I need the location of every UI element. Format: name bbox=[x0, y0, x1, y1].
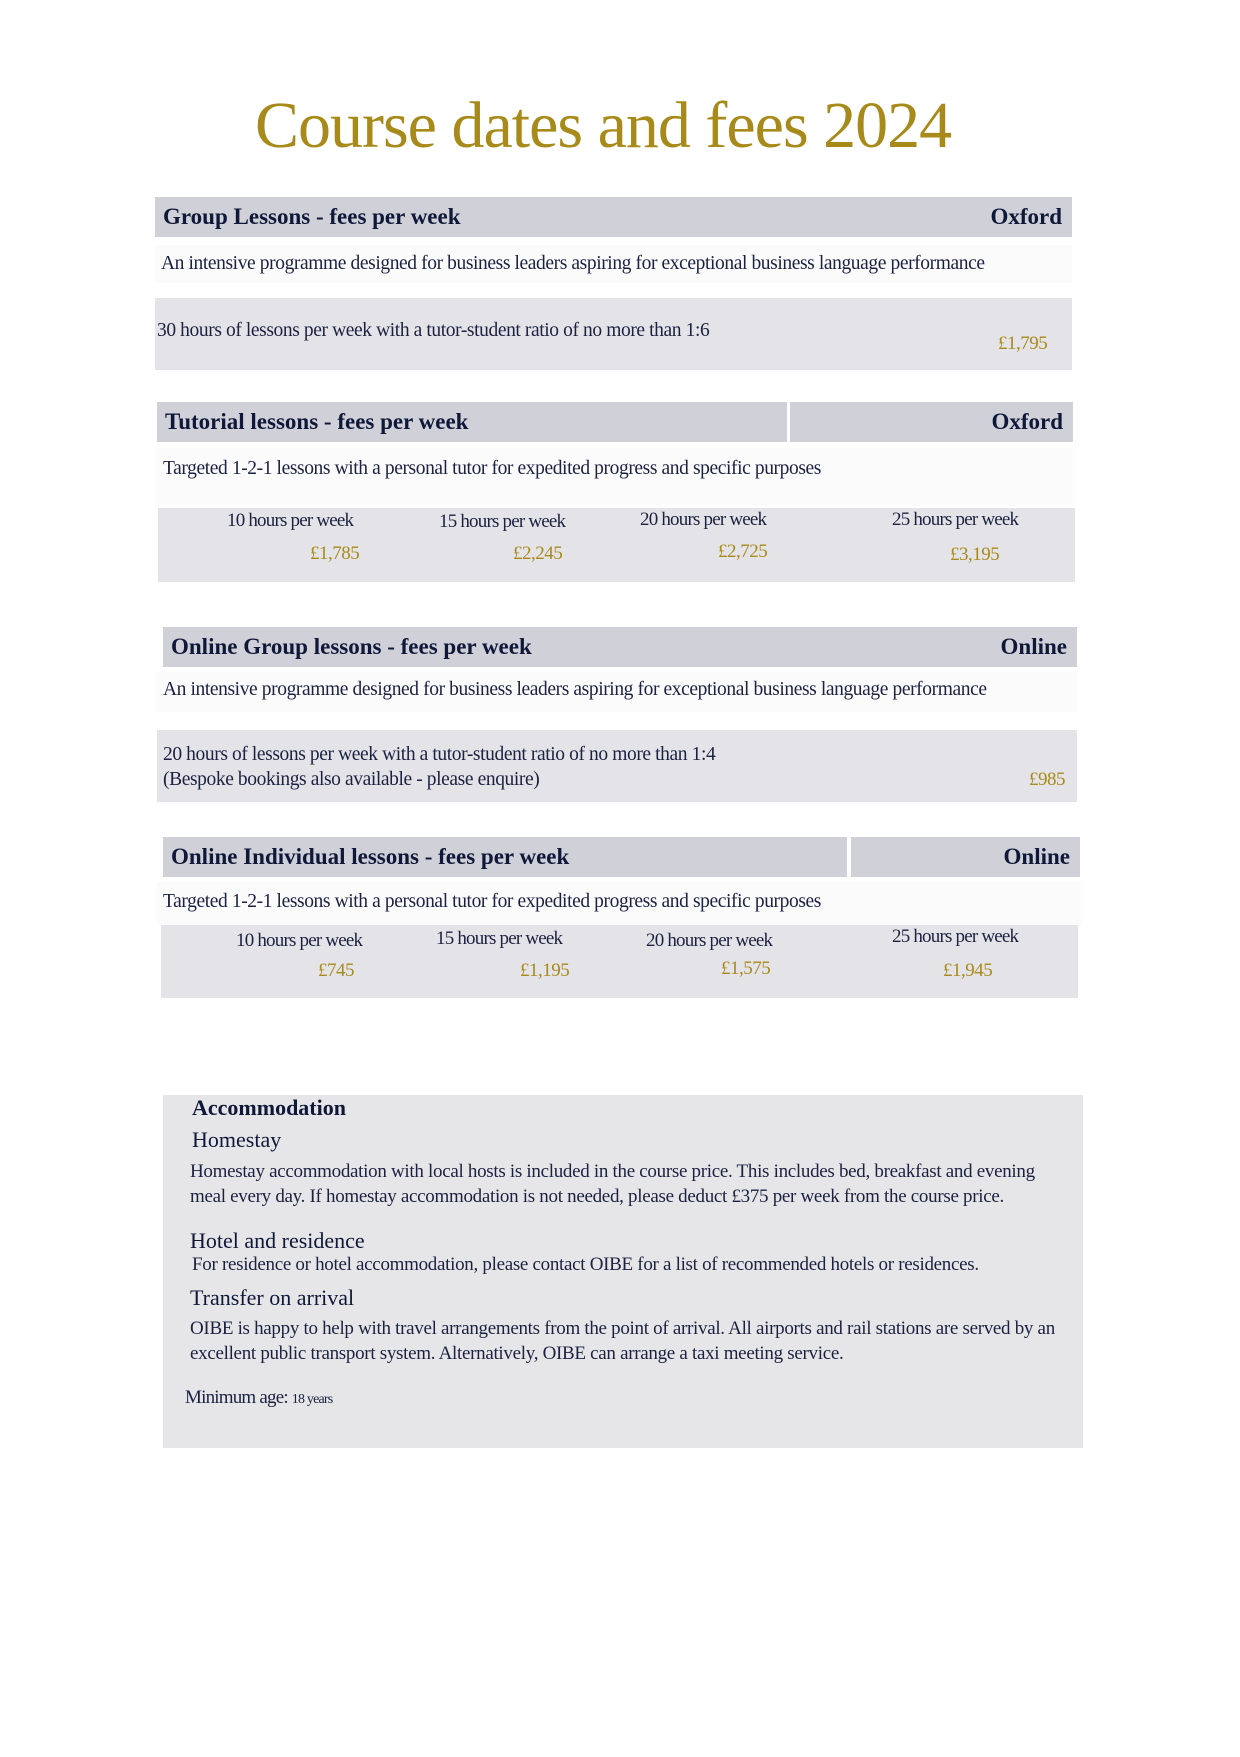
group-lessons-price: £1,795 bbox=[998, 333, 1048, 354]
online-individual-description: Targeted 1-2-1 lessons with a personal tutor for expedited progress and specific purposes bbox=[157, 882, 1081, 924]
online-individual-option-hours: 25 hours per week bbox=[892, 926, 1019, 947]
minimum-age-value: 18 years bbox=[291, 1392, 333, 1407]
minimum-age-label: Minimum age: bbox=[185, 1387, 288, 1408]
group-lessons-location: Oxford bbox=[990, 204, 1062, 229]
online-group-header bbox=[163, 627, 1077, 667]
minimum-age bbox=[185, 1385, 332, 1412]
homestay-heading: Homestay bbox=[192, 1127, 282, 1152]
online-individual-option-price: £745 bbox=[318, 960, 354, 981]
online-individual-header bbox=[163, 837, 847, 877]
online-individual-location-cell bbox=[851, 837, 1080, 877]
online-group-price: £985 bbox=[1029, 769, 1065, 790]
online-individual-heading: Online Individual lessons - fees per week bbox=[171, 844, 570, 869]
group-lessons-description: An intensive programme designed for business leaders aspiring for exceptional business language performance bbox=[155, 245, 1072, 283]
online-individual-option-hours: 15 hours per week bbox=[436, 928, 563, 949]
group-lessons-detail: 30 hours of lessons per week with a tutor-student ratio of no more than 1:6 bbox=[157, 320, 710, 341]
online-individual-option-price: £1,195 bbox=[520, 960, 570, 981]
online-group-location: Online bbox=[1000, 634, 1067, 659]
tutorial-lessons-heading: Tutorial lessons - fees per week bbox=[165, 409, 469, 434]
tutorial-lessons-location-cell bbox=[790, 402, 1073, 442]
tutorial-lessons-description: Targeted 1-2-1 lessons with a personal tutor for expedited progress and specific purposes bbox=[157, 448, 1073, 506]
online-individual-option-hours: 20 hours per week bbox=[646, 930, 773, 951]
page-title: Course dates and fees 2024 bbox=[255, 89, 952, 162]
online-group-price-band bbox=[157, 730, 1077, 802]
homestay-text-line: Homestay accommodation with local hosts is included in the course price. This includes bed, breakfast and evening bbox=[190, 1161, 1035, 1182]
online-group-note: (Bespoke bookings also available - please enquire) bbox=[163, 769, 540, 790]
online-group-detail: 20 hours of lessons per week with a tutor-student ratio of no more than 1:4 bbox=[163, 744, 716, 765]
tutorial-option-price: £1,785 bbox=[310, 543, 360, 564]
hotel-text: For residence or hotel accommodation, please contact OIBE for a list of recommended hotels or residences. bbox=[192, 1254, 979, 1275]
transfer-text-line: excellent public transport system. Alternatively, OIBE can arrange a taxi meeting service. bbox=[190, 1343, 844, 1364]
transfer-heading: Transfer on arrival bbox=[190, 1285, 355, 1310]
hotel-heading: Hotel and residence bbox=[190, 1228, 365, 1253]
tutorial-option-hours: 25 hours per week bbox=[892, 509, 1019, 530]
online-individual-option-price: £1,945 bbox=[943, 960, 993, 981]
online-individual-option-price: £1,575 bbox=[721, 958, 771, 979]
online-individual-option-hours: 10 hours per week bbox=[236, 930, 363, 951]
group-lessons-header bbox=[155, 197, 1072, 237]
online-individual-location: Online bbox=[1003, 844, 1070, 869]
online-group-description: An intensive programme designed for business leaders aspiring for exceptional business language performance bbox=[157, 672, 1077, 712]
tutorial-option-hours: 20 hours per week bbox=[640, 509, 767, 530]
homestay-text bbox=[190, 1159, 1080, 1209]
accommodation-panel bbox=[163, 1095, 1083, 1448]
tutorial-lessons-location: Oxford bbox=[991, 409, 1063, 434]
homestay-text-line: meal every day. If homestay accommodation is not needed, please deduct £375 per week from the course price. bbox=[190, 1186, 1004, 1207]
group-lessons-heading: Group Lessons - fees per week bbox=[163, 204, 461, 229]
tutorial-option-price: £3,195 bbox=[950, 544, 1000, 565]
tutorial-option-hours: 15 hours per week bbox=[439, 511, 566, 532]
tutorial-option-price: £2,725 bbox=[718, 541, 768, 562]
online-group-heading: Online Group lessons - fees per week bbox=[171, 634, 532, 659]
transfer-text-line: OIBE is happy to help with travel arrangements from the point of arrival. All airports and rail stations are served by an bbox=[190, 1318, 1055, 1339]
accommodation-heading: Accommodation bbox=[192, 1095, 346, 1120]
transfer-text bbox=[190, 1316, 1080, 1366]
tutorial-lessons-header bbox=[157, 402, 787, 442]
tutorial-option-price: £2,245 bbox=[513, 543, 563, 564]
tutorial-option-hours: 10 hours per week bbox=[227, 510, 354, 531]
